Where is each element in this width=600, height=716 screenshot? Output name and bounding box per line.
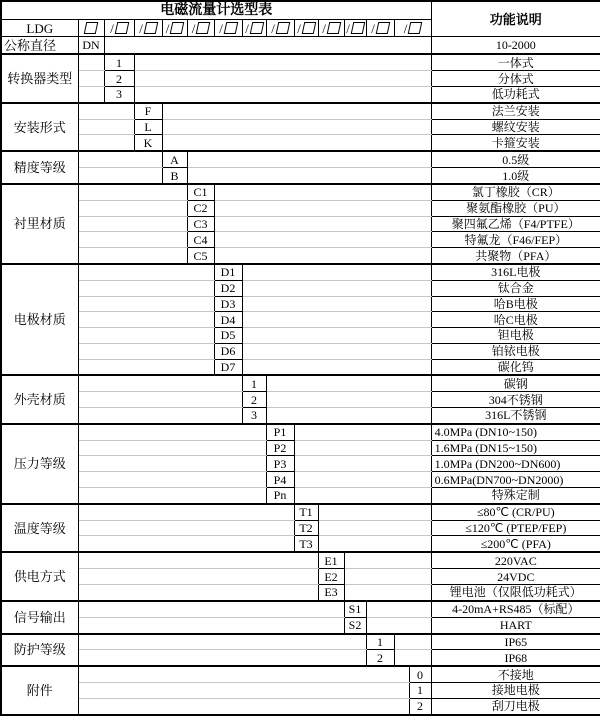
model-prefix: LDG xyxy=(1,20,78,37)
slash-separator: / xyxy=(297,20,301,36)
code-slot-cell xyxy=(318,20,344,37)
spacer-cell xyxy=(78,343,214,359)
function-desc: HART xyxy=(431,617,600,633)
category-label: 电极材质 xyxy=(1,264,78,375)
blank-box-icon xyxy=(276,22,291,34)
spacer-cell xyxy=(242,296,431,312)
code-cell: C3 xyxy=(187,216,214,232)
category-label: 防护等级 xyxy=(1,634,78,667)
code-cell: T2 xyxy=(294,520,318,536)
table-title: 电磁流量计选型表 xyxy=(1,1,431,20)
option-row xyxy=(1,200,600,216)
option-row xyxy=(1,601,600,617)
function-desc: ≤80℃ (CR/PU) xyxy=(431,504,600,520)
function-desc: IP65 xyxy=(431,634,600,650)
option-row xyxy=(1,634,600,650)
option-row xyxy=(1,248,600,264)
category-label: 温度等级 xyxy=(1,504,78,552)
slash-separator: / xyxy=(271,20,275,36)
option-row xyxy=(1,487,600,503)
function-desc: 钛合金 xyxy=(431,280,600,296)
option-row xyxy=(1,456,600,472)
function-desc: 刮刀电极 xyxy=(431,698,600,715)
spacer-cell xyxy=(78,392,242,408)
option-row xyxy=(1,54,600,70)
function-desc: 接地电极 xyxy=(431,683,600,699)
function-desc: 低功耗式 xyxy=(431,86,600,102)
code-slot-cell xyxy=(134,20,162,37)
spacer-cell xyxy=(78,86,104,102)
code-cell: 2 xyxy=(242,392,266,408)
function-desc: 304不锈钢 xyxy=(431,392,600,408)
spacer-cell xyxy=(187,151,431,167)
blank-box-icon xyxy=(115,22,130,34)
spacer-cell xyxy=(78,617,344,633)
spacer-cell xyxy=(78,264,214,280)
function-desc: 特氟龙（F46/FEP） xyxy=(431,232,600,248)
option-row xyxy=(1,375,600,391)
option-row xyxy=(1,683,600,699)
blank-box-icon xyxy=(84,22,99,34)
spacer-cell xyxy=(78,472,266,488)
option-row xyxy=(1,232,600,248)
code-cell: C2 xyxy=(187,200,214,216)
spacer-cell xyxy=(214,248,431,264)
spacer-cell xyxy=(78,504,294,520)
code-cell: T3 xyxy=(294,536,318,552)
option-row xyxy=(1,698,600,715)
spacer-cell xyxy=(78,698,409,715)
option-row xyxy=(1,296,600,312)
function-desc: IP68 xyxy=(431,650,600,666)
spacer-cell xyxy=(214,200,431,216)
blank-box-icon xyxy=(302,22,317,34)
blank-box-icon xyxy=(144,22,159,34)
option-row xyxy=(1,328,600,344)
spacer-cell xyxy=(78,232,187,248)
spacer-cell xyxy=(78,280,214,296)
function-desc: 法兰安装 xyxy=(431,103,600,119)
spacer-cell xyxy=(78,135,134,151)
code-slot-cell xyxy=(104,20,134,37)
option-row xyxy=(1,536,600,552)
code-cell: E2 xyxy=(318,569,344,585)
function-desc: 共聚物（PFA） xyxy=(431,248,600,264)
slash-separator: / xyxy=(219,20,223,36)
spacer-cell xyxy=(294,440,431,456)
spacer-cell xyxy=(214,216,431,232)
spacer-cell xyxy=(366,601,431,617)
code-cell: D3 xyxy=(214,296,242,312)
option-row xyxy=(1,569,600,585)
blank-box-icon xyxy=(408,22,423,34)
option-row xyxy=(1,119,600,135)
category-label: 安装形式 xyxy=(1,103,78,151)
code-cell: T1 xyxy=(294,504,318,520)
code-cell: D7 xyxy=(214,359,242,375)
code-cell: D6 xyxy=(214,343,242,359)
option-row xyxy=(1,37,600,55)
code-cell: 1 xyxy=(242,375,266,391)
option-row xyxy=(1,552,600,568)
spacer-cell xyxy=(242,359,431,375)
option-row xyxy=(1,216,600,232)
spacer-cell xyxy=(134,86,431,102)
option-row xyxy=(1,184,600,200)
code-cell: L xyxy=(134,119,162,135)
code-cell: A xyxy=(162,151,187,167)
spacer-cell xyxy=(78,666,409,682)
spacer-cell xyxy=(78,440,266,456)
function-desc: 哈C电极 xyxy=(431,312,600,328)
option-row xyxy=(1,520,600,536)
function-desc: 碳钢 xyxy=(431,375,600,391)
code-cell: D2 xyxy=(214,280,242,296)
option-row xyxy=(1,135,600,151)
option-row xyxy=(1,424,600,440)
spacer-cell xyxy=(78,119,134,135)
function-desc: 钽电极 xyxy=(431,328,600,344)
code-cell: B xyxy=(162,168,187,184)
code-cell: 1 xyxy=(366,634,394,650)
option-row xyxy=(1,280,600,296)
spacer-cell xyxy=(318,504,431,520)
code-slot-cell xyxy=(187,20,214,37)
option-row xyxy=(1,312,600,328)
code-cell: 3 xyxy=(242,408,266,424)
code-cell: P3 xyxy=(266,456,294,472)
code-cell: Pn xyxy=(266,487,294,503)
function-desc: 聚氨酯橡胶（PU） xyxy=(431,200,600,216)
code-cell: C5 xyxy=(187,248,214,264)
function-desc: 1.0级 xyxy=(431,168,600,184)
code-cell: P4 xyxy=(266,472,294,488)
spacer-cell xyxy=(78,375,242,391)
option-row xyxy=(1,343,600,359)
code-cell: 2 xyxy=(409,698,431,715)
function-desc: 1.0MPa (DN200~DN600) xyxy=(431,456,600,472)
code-cell: E1 xyxy=(318,552,344,568)
spacer-cell xyxy=(344,552,431,568)
first-code-box-cell xyxy=(78,20,104,37)
option-row xyxy=(1,504,600,520)
option-row xyxy=(1,359,600,375)
slash-separator: / xyxy=(403,20,408,36)
function-column-header: 功能说明 xyxy=(431,1,600,37)
code-slot-cell xyxy=(366,20,394,37)
code-slot-cell xyxy=(394,20,431,37)
title-row xyxy=(1,1,600,20)
option-row xyxy=(1,666,600,682)
code-cell: D4 xyxy=(214,312,242,328)
code-cell: 0 xyxy=(409,666,431,682)
option-row xyxy=(1,168,600,184)
code-cell: 1 xyxy=(104,54,134,70)
spacer-cell xyxy=(78,536,294,552)
code-cell: 1 xyxy=(409,683,431,699)
function-desc: 分体式 xyxy=(431,71,600,87)
function-desc: 不接地 xyxy=(431,666,600,682)
spacer-cell xyxy=(242,343,431,359)
function-desc: 4-20mA+RS485（标配） xyxy=(431,601,600,617)
slash-separator: / xyxy=(346,20,350,36)
option-row xyxy=(1,86,600,102)
code-slot-cell xyxy=(294,20,318,37)
spacer-cell xyxy=(78,328,214,344)
code-cell: S2 xyxy=(344,617,366,633)
spacer-cell xyxy=(78,408,242,424)
spacer-cell xyxy=(78,601,344,617)
spacer-cell xyxy=(134,54,431,70)
blank-box-icon xyxy=(196,22,211,34)
spacer-cell xyxy=(78,54,104,70)
function-desc: 卡箍安装 xyxy=(431,135,600,151)
code-cell: K xyxy=(134,135,162,151)
spacer-cell xyxy=(78,71,104,87)
function-desc: ≤120℃ (PTEP/FEP) xyxy=(431,520,600,536)
blank-box-icon xyxy=(170,22,185,34)
spacer-cell xyxy=(78,552,318,568)
code-cell: C1 xyxy=(187,184,214,200)
category-label: 转换器类型 xyxy=(1,54,78,102)
spacer-cell xyxy=(266,392,431,408)
option-row xyxy=(1,650,600,666)
spacer-cell xyxy=(366,617,431,633)
spacer-cell xyxy=(78,296,214,312)
blank-box-icon xyxy=(351,22,366,34)
code-cell: P2 xyxy=(266,440,294,456)
spacer-cell xyxy=(344,584,431,600)
spacer-cell xyxy=(394,650,431,666)
slash-separator: / xyxy=(245,20,249,36)
spacer-cell xyxy=(78,650,366,666)
spacer-cell xyxy=(242,328,431,344)
code-cell: DN xyxy=(78,37,104,55)
spacer-cell xyxy=(242,264,431,280)
function-desc: 316L不锈钢 xyxy=(431,408,600,424)
option-row xyxy=(1,392,600,408)
code-cell: C4 xyxy=(187,232,214,248)
category-label: 附件 xyxy=(1,666,78,715)
slash-separator: / xyxy=(139,20,143,36)
spacer-cell xyxy=(294,472,431,488)
slash-separator: / xyxy=(191,20,196,36)
function-desc: 特殊定制 xyxy=(431,487,600,503)
spacer-cell xyxy=(242,280,431,296)
spacer-cell xyxy=(78,520,294,536)
spacer-cell xyxy=(294,487,431,503)
spacer-cell xyxy=(78,312,214,328)
function-desc: 碳化钨 xyxy=(431,359,600,375)
function-desc: 220VAC xyxy=(431,552,600,568)
code-slot-cell xyxy=(266,20,294,37)
spacer-cell xyxy=(78,216,187,232)
category-label: 信号输出 xyxy=(1,601,78,634)
option-row xyxy=(1,408,600,424)
code-cell: P1 xyxy=(266,424,294,440)
category-label: 公称直径 xyxy=(1,37,78,55)
code-cell: E3 xyxy=(318,584,344,600)
slash-separator: / xyxy=(371,20,375,36)
code-slot-cell xyxy=(214,20,242,37)
option-row xyxy=(1,103,600,119)
function-desc: ≤200℃ (PFA) xyxy=(431,536,600,552)
function-desc: 0.6MPa(DN700~DN2000) xyxy=(431,472,600,488)
function-desc: 聚四氟乙烯（F4/PTFE） xyxy=(431,216,600,232)
spacer-cell xyxy=(162,103,431,119)
spacer-cell xyxy=(294,424,431,440)
code-cell: D5 xyxy=(214,328,242,344)
function-desc: 4.0MPa (DN10~150) xyxy=(431,424,600,440)
code-cell: F xyxy=(134,103,162,119)
slash-separator: / xyxy=(110,20,114,36)
spacer-cell xyxy=(78,584,318,600)
blank-box-icon xyxy=(224,22,239,34)
category-label: 压力等级 xyxy=(1,424,78,504)
spacer-cell xyxy=(78,424,266,440)
spacer-cell xyxy=(266,375,431,391)
function-desc: 哈B电极 xyxy=(431,296,600,312)
spacer-cell xyxy=(214,232,431,248)
blank-box-icon xyxy=(327,22,342,34)
code-cell: 2 xyxy=(366,650,394,666)
code-cell: D1 xyxy=(214,264,242,280)
blank-box-icon xyxy=(250,22,265,34)
category-label: 供电方式 xyxy=(1,552,78,600)
spacer-cell xyxy=(78,151,162,167)
function-desc: 锂电池（仅限低功耗式） xyxy=(431,584,600,600)
blank-box-icon xyxy=(376,22,391,34)
spacer-cell xyxy=(344,569,431,585)
code-slot-cell xyxy=(242,20,266,37)
code-cell: 2 xyxy=(104,71,134,87)
slash-separator: / xyxy=(165,20,170,36)
spacer-cell xyxy=(78,487,266,503)
function-desc: 1.6MPa (DN15~150) xyxy=(431,440,600,456)
category-label: 精度等级 xyxy=(1,151,78,184)
spacer-cell xyxy=(394,634,431,650)
spacer-cell xyxy=(78,248,187,264)
spacer-cell xyxy=(78,634,366,650)
code-cell: S1 xyxy=(344,601,366,617)
spacer-cell xyxy=(78,184,187,200)
option-row xyxy=(1,440,600,456)
category-label: 衬里材质 xyxy=(1,184,78,264)
option-row xyxy=(1,472,600,488)
slash-separator: / xyxy=(322,20,326,36)
spacer-cell xyxy=(134,71,431,87)
spacer-cell xyxy=(162,135,431,151)
spacer-cell xyxy=(187,168,431,184)
function-desc: 一体式 xyxy=(431,54,600,70)
function-desc: 螺纹安装 xyxy=(431,119,600,135)
spacer-cell xyxy=(78,168,162,184)
spacer-cell xyxy=(242,312,431,328)
option-row xyxy=(1,584,600,600)
spacer-cell xyxy=(78,683,409,699)
code-slot-cell xyxy=(344,20,366,37)
spacer-cell xyxy=(214,184,431,200)
spacer-cell xyxy=(78,359,214,375)
spacer-cell xyxy=(104,37,431,55)
spacer-cell xyxy=(318,520,431,536)
spacer-cell xyxy=(266,408,431,424)
option-row xyxy=(1,151,600,167)
spacer-cell xyxy=(294,456,431,472)
function-desc: 10-2000 xyxy=(431,37,600,55)
function-desc: 铂铱电极 xyxy=(431,343,600,359)
function-desc: 316L电极 xyxy=(431,264,600,280)
spacer-cell xyxy=(318,536,431,552)
option-row xyxy=(1,617,600,633)
spacer-cell xyxy=(78,569,318,585)
option-row xyxy=(1,71,600,87)
category-label: 外壳材质 xyxy=(1,375,78,423)
code-slot-cell xyxy=(162,20,187,37)
function-desc: 24VDC xyxy=(431,569,600,585)
spacer-cell xyxy=(162,119,431,135)
code-cell: 3 xyxy=(104,86,134,102)
function-desc: 氯丁橡胶（CR） xyxy=(431,184,600,200)
option-row xyxy=(1,264,600,280)
function-desc: 0.5级 xyxy=(431,151,600,167)
spacer-cell xyxy=(78,200,187,216)
spacer-cell xyxy=(78,456,266,472)
spacer-cell xyxy=(78,103,134,119)
